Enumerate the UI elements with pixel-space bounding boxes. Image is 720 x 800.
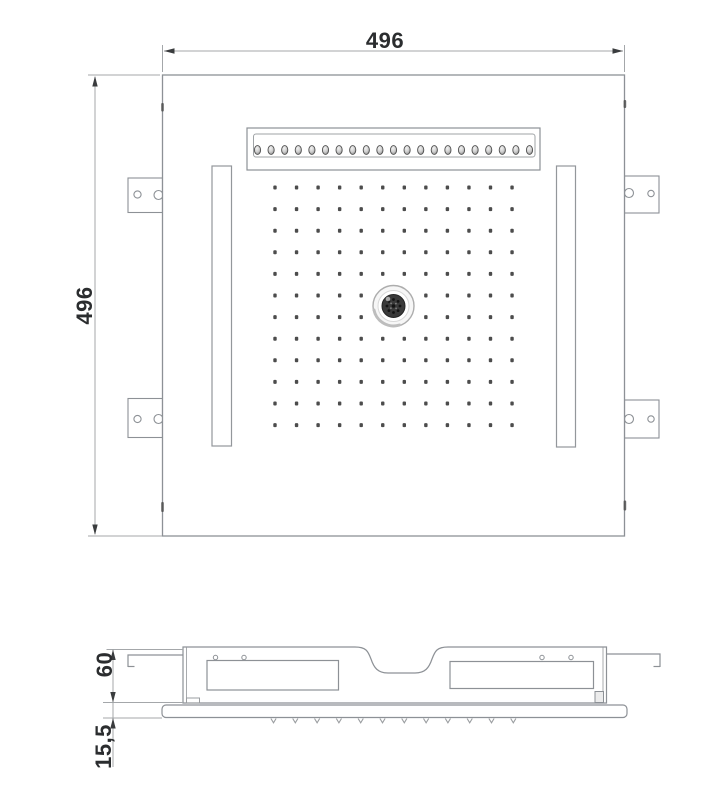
waterfall-nozzle [404,146,410,155]
spray-dot [295,337,298,341]
spray-dot [424,423,427,427]
spray-dot [338,380,341,384]
waterfall-nozzle [363,146,369,155]
spray-dot [489,250,492,254]
plate-nozzle-tick [467,719,472,723]
spray-dot [446,229,449,233]
spray-dot [489,315,492,319]
spray-dot [360,250,363,254]
spray-dot [467,229,470,233]
waterfall-nozzle [526,146,532,155]
spray-dot [273,402,276,406]
spray-dot [467,272,470,276]
spray-dot [360,315,363,319]
spray-dot [424,272,427,276]
spray-dot [295,229,298,233]
spray-dot [424,294,427,298]
spray-dot [273,186,276,190]
spray-dot [489,229,492,233]
dim-label-plate-thickness: 15,5 [91,724,116,769]
spray-dot [446,315,449,319]
bracket-hole [134,191,141,198]
spray-dot [338,250,341,254]
plate-nozzle-tick [402,719,407,723]
spray-dot [467,337,470,341]
spray-dot [467,402,470,406]
spray-dot [273,337,276,341]
spray-dot [489,272,492,276]
arrowhead-left [164,48,175,53]
spray-dot [489,358,492,362]
spray-dot [295,358,298,362]
edge-clip-mark [624,100,627,108]
spray-dot [510,358,513,362]
spray-dot [424,358,427,362]
spray-dot [446,294,449,298]
spray-dot [295,207,298,211]
spray-dot [381,207,384,211]
spray-dot [381,272,384,276]
spray-dot [338,337,341,341]
spray-dot [424,207,427,211]
waterfall-nozzle [268,146,274,155]
spray-dot [403,402,406,406]
bracket-hole [625,189,634,198]
spray-dot [510,315,513,319]
plate-nozzle-tick [293,719,298,723]
bracket-hole [154,191,163,200]
spray-dot [489,294,492,298]
spray-dot [467,250,470,254]
plate-nozzle-tick [315,719,320,723]
spray-dot [489,380,492,384]
side-view [91,647,660,769]
spray-dot [510,229,513,233]
spray-dot [510,272,513,276]
plate-nozzle-tick [380,719,385,723]
spray-dot [446,380,449,384]
spray-dot [360,186,363,190]
spray-dot [424,402,427,406]
spray-dot [403,358,406,362]
arrowhead-top [92,76,97,87]
bracket-hole [648,190,654,196]
spray-dot [295,423,298,427]
spray-dot [446,250,449,254]
plate-nozzle-tick [489,719,494,723]
bracket-hole [625,415,634,424]
spray-dot [273,229,276,233]
spray-dot [403,186,406,190]
dim-label-width: 496 [365,28,405,53]
spray-dot [424,229,427,233]
spray-dot [273,380,276,384]
waterfall-nozzle [377,146,383,155]
spray-dot [446,358,449,362]
spray-dot [489,337,492,341]
spray-dot [360,423,363,427]
spray-dot [467,423,470,427]
spray-dot [338,423,341,427]
spray-dot [316,358,319,362]
waterfall-nozzle [431,146,437,155]
spray-dot [424,380,427,384]
spray-dot [295,186,298,190]
spray-dot [360,337,363,341]
spray-dot [403,337,406,341]
spray-dot [446,423,449,427]
spray-dot [338,229,341,233]
waterfall-nozzle [458,146,464,155]
recess-left [207,661,339,691]
spray-dot [316,294,319,298]
arrowhead-bottom [92,525,97,536]
spray-dot [510,423,513,427]
spray-dot [338,294,341,298]
spray-dot [338,402,341,406]
spray-dot [316,207,319,211]
arrowhead-right [613,48,624,53]
spray-dot [510,380,513,384]
center-jet-nozzle [373,286,414,327]
spray-dot [467,207,470,211]
spray-dot [316,402,319,406]
spray-dot [489,402,492,406]
spray-dot [295,315,298,319]
spray-dot [338,207,341,211]
spray-dot [510,207,513,211]
spray-dot [360,272,363,276]
bracket-hole [154,415,163,424]
light-strip-right [557,166,576,447]
spray-dot [316,337,319,341]
spray-dot [316,250,319,254]
spray-dot [338,315,341,319]
spray-dot [467,186,470,190]
spray-dot [381,423,384,427]
spray-dot [381,250,384,254]
spray-dot [295,402,298,406]
spray-dot [467,294,470,298]
spray-dot [273,294,276,298]
spray-dot [273,423,276,427]
spray-dot [273,315,276,319]
waterfall-nozzle [499,146,505,155]
spray-dot [467,315,470,319]
spray-dot [403,380,406,384]
waterfall-nozzle [282,146,288,155]
edge-clip-mark [161,103,164,112]
spray-dot [446,186,449,190]
spray-dot [381,358,384,362]
spray-dot [360,380,363,384]
waterfall-nozzle [445,146,451,155]
spray-dot [510,402,513,406]
spray-dot [489,186,492,190]
spray-dot [381,186,384,190]
plate-nozzle-tick [271,719,276,723]
spray-dot [360,358,363,362]
recess-right [450,662,594,689]
spray-dot [316,229,319,233]
arrowhead-down [110,692,115,703]
spray-dot [316,423,319,427]
waterfall-nozzle [513,146,519,155]
spray-dot [424,315,427,319]
spray-dot [489,207,492,211]
edge-clip-mark [624,501,627,511]
spray-dot [381,337,384,341]
plan-view [72,28,659,536]
hook-right [607,654,661,667]
spray-dot [316,380,319,384]
waterfall-nozzle [350,146,356,155]
spray-dot [273,272,276,276]
spray-dot [403,423,406,427]
spray-dot [273,207,276,211]
spray-dot [510,294,513,298]
waterfall-nozzle [254,146,260,155]
spray-dot [295,294,298,298]
dimension-height [88,75,162,536]
spray-dot [360,229,363,233]
spray-dot [424,186,427,190]
waterfall-nozzle [322,146,328,155]
spray-dot [316,272,319,276]
spray-dot [360,294,363,298]
plate-nozzle-tick [445,719,450,723]
spray-dot [467,358,470,362]
spray-dot [403,272,406,276]
jet-highlight [386,297,391,302]
spray-dot [360,207,363,211]
edge-clip-mark [161,502,164,512]
spray-dot [489,423,492,427]
waterfall-nozzles [254,146,532,155]
hook-left [128,655,183,667]
waterfall-nozzle [336,146,342,155]
waterfall-slot [247,128,540,170]
plate-nozzle-tick [511,719,516,723]
waterfall-nozzle [390,146,396,155]
spray-dot [295,272,298,276]
spray-dot [510,337,513,341]
spray-dot [273,250,276,254]
spray-dot [316,186,319,190]
plate-nozzle-tick [336,719,341,723]
waterfall-nozzle [418,146,424,155]
bracket-hole [134,415,141,422]
plate-nozzle-tick [424,719,429,723]
spray-dot [467,380,470,384]
spray-dot [316,315,319,319]
spray-dot [295,250,298,254]
waterfall-nozzle [309,146,315,155]
spray-dot [273,358,276,362]
waterfall-nozzle [486,146,492,155]
waterfall-nozzle [472,146,478,155]
dim-label-side-height: 60 [92,651,117,678]
face-plate [162,705,627,718]
plate-nozzle-ticks [271,719,516,723]
spray-dot [381,380,384,384]
spray-dot [510,250,513,254]
body-fitting-right [595,692,604,703]
plate-nozzle-tick [358,719,363,723]
spray-dot [381,229,384,233]
spray-dot [295,380,298,384]
spray-dot [338,186,341,190]
spray-dot [338,358,341,362]
light-strip-left [212,166,232,446]
spray-dot [446,337,449,341]
spray-dot [360,402,363,406]
spray-dot [446,272,449,276]
spray-dot [424,337,427,341]
spray-dot [424,250,427,254]
spray-dot [338,272,341,276]
bracket-hole [648,416,654,422]
spray-dot [446,207,449,211]
spray-dot [403,229,406,233]
waterfall-nozzle [295,146,301,155]
spray-dot [381,402,384,406]
dim-label-height: 496 [72,286,97,325]
spray-dot [403,250,406,254]
spray-dot [403,207,406,211]
spray-dot [446,402,449,406]
spray-dot [510,186,513,190]
